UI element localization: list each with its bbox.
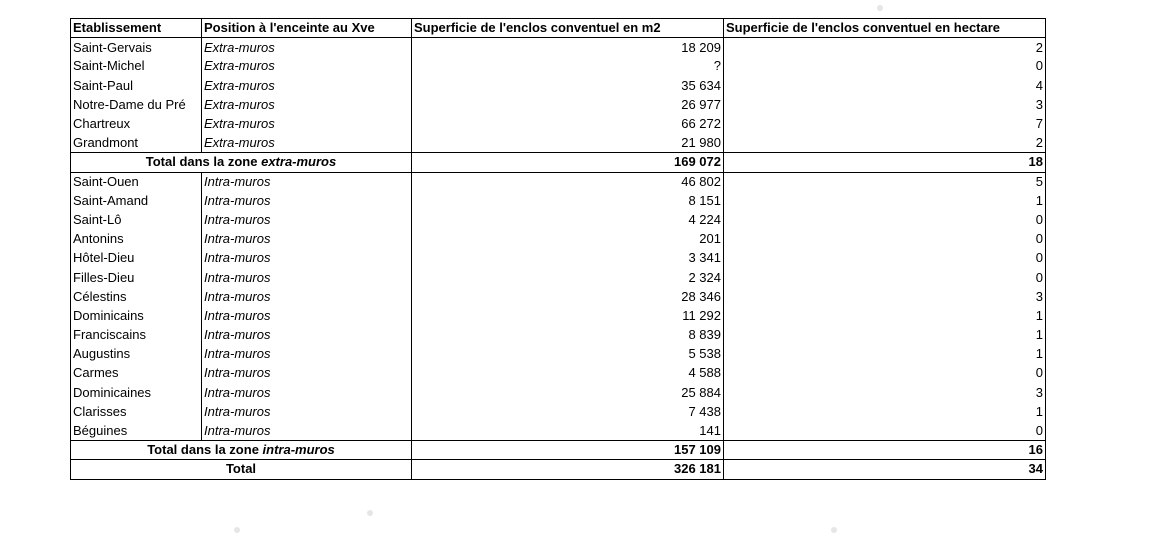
superficie-hectare-cell: 0 [724,249,1046,268]
superficie-m2-cell: 46 802 [412,172,724,191]
table-row [71,364,1046,383]
header-superficie-m2: Superficie de l'enclos conventuel en m2 [412,19,724,38]
position-cell: Intra-muros [202,364,412,383]
header-superficie-hectare: Superficie de l'enclos conventuel en hectare [724,19,1046,38]
etablissement-cell: Carmes [71,364,202,383]
superficie-m2-cell: 26 977 [412,95,724,114]
total-label-text: Total dans la zone [145,154,262,170]
total-extra-muros-row [71,153,1046,172]
table-row [71,383,1046,402]
etablissement-cell: Saint-Lô [71,210,202,229]
table-row [71,134,1046,153]
position-cell: Intra-muros [202,287,412,306]
position-cell: Intra-muros [202,268,412,287]
superficie-m2-cell: 141 [412,421,724,440]
table-row [71,326,1046,345]
superficie-hectare-cell: 0 [724,57,1046,76]
total-label [71,441,412,460]
position-cell: Intra-muros [202,249,412,268]
superficie-hectare-cell: 1 [724,306,1046,325]
etablissement-cell: Dominicaines [71,383,202,402]
scan-speck [877,5,883,11]
superficie-m2-cell: 7 438 [412,402,724,421]
position-cell: Extra-muros [202,114,412,133]
superficie-hectare-cell: 1 [724,191,1046,210]
superficie-m2-cell: 11 292 [412,306,724,325]
position-cell: Intra-muros [202,210,412,229]
total-m2-cell: 157 109 [412,441,724,460]
table-row [71,287,1046,306]
position-cell: Intra-muros [202,326,412,345]
table-row [71,421,1046,440]
table-row [71,172,1046,191]
position-cell: Intra-muros [202,230,412,249]
etablissement-cell: Saint-Gervais [71,38,202,57]
table-row [71,345,1046,364]
superficie-hectare-cell: 0 [724,421,1046,440]
total-m2-cell: 169 072 [412,153,724,172]
total-hectare-cell: 34 [724,460,1046,479]
etablissement-cell: Antonins [71,230,202,249]
superficie-hectare-cell: 5 [724,172,1046,191]
superficie-hectare-cell: 0 [724,364,1046,383]
total-label [71,153,412,172]
position-cell: Intra-muros [202,421,412,440]
superficie-hectare-cell: 7 [724,114,1046,133]
table-row [71,57,1046,76]
table-row [71,306,1046,325]
table-row [71,114,1046,133]
total-label-zone: extra-muros [261,154,337,170]
table-row [71,95,1046,114]
total-hectare-cell: 18 [724,153,1046,172]
etablissement-cell: Clarisses [71,402,202,421]
total-label-text: Total dans la zone [147,442,263,458]
superficie-m2-cell: 8 839 [412,326,724,345]
position-cell: Intra-muros [202,345,412,364]
scan-speck [367,510,373,516]
superficie-m2-cell: 8 151 [412,191,724,210]
position-cell: Extra-muros [202,38,412,57]
superficie-m2-cell: 3 341 [412,249,724,268]
etablissement-cell: Filles-Dieu [71,268,202,287]
table-row [71,402,1046,421]
total-label: Total [71,460,412,479]
superficie-m2-cell: 35 634 [412,76,724,95]
table-row [71,76,1046,95]
superficie-hectare-cell: 0 [724,210,1046,229]
superficie-hectare-cell: 0 [724,268,1046,287]
table-row [71,38,1046,57]
table-row [71,191,1046,210]
position-cell: Extra-muros [202,76,412,95]
position-cell: Intra-muros [202,172,412,191]
superficie-hectare-cell: 3 [724,287,1046,306]
etablissement-cell: Grandmont [71,134,202,153]
superficie-m2-cell: 66 272 [412,114,724,133]
total-m2-cell: 326 181 [412,460,724,479]
etablissement-cell: Célestins [71,287,202,306]
etablissement-cell: Franciscains [71,326,202,345]
position-cell: Intra-muros [202,191,412,210]
etablissement-cell: Hôtel-Dieu [71,249,202,268]
table-row [71,210,1046,229]
superficie-hectare-cell: 1 [724,345,1046,364]
superficie-hectare-cell: 1 [724,402,1046,421]
superficie-m2-cell: 5 538 [412,345,724,364]
header-position: Position à l'enceinte au Xve [202,19,412,38]
scan-speck [831,527,837,533]
header-etablissement: Etablissement [71,19,202,38]
grand-total-row [71,460,1046,479]
position-cell: Intra-muros [202,306,412,325]
superficie-hectare-cell: 2 [724,38,1046,57]
total-hectare-cell: 16 [724,441,1046,460]
total-label-zone: intra-muros [262,442,335,458]
header-row [71,19,1046,38]
superficie-m2-cell: 201 [412,230,724,249]
superficie-hectare-cell: 3 [724,383,1046,402]
superficie-m2-cell: 25 884 [412,383,724,402]
etablissement-cell: Augustins [71,345,202,364]
etablissement-cell: Béguines [71,421,202,440]
position-cell: Extra-muros [202,134,412,153]
superficie-hectare-cell: 3 [724,95,1046,114]
etablissement-cell: Chartreux [71,114,202,133]
scan-speck [234,527,240,533]
position-cell: Extra-muros [202,57,412,76]
etablissement-cell: Dominicains [71,306,202,325]
superficie-m2-cell: 28 346 [412,287,724,306]
surface-table [70,18,1046,480]
etablissement-cell: Notre-Dame du Pré [71,95,202,114]
superficie-hectare-cell: 1 [724,326,1046,345]
table-row [71,249,1046,268]
etablissement-cell: Saint-Amand [71,191,202,210]
table-row [71,230,1046,249]
position-cell: Extra-muros [202,95,412,114]
superficie-m2-cell: 4 224 [412,210,724,229]
superficie-m2-cell: 4 588 [412,364,724,383]
etablissement-cell: Saint-Ouen [71,172,202,191]
superficie-hectare-cell: 0 [724,230,1046,249]
superficie-hectare-cell: 2 [724,134,1046,153]
superficie-m2-cell: 21 980 [412,134,724,153]
superficie-m2-cell: 18 209 [412,38,724,57]
position-cell: Intra-muros [202,402,412,421]
etablissement-cell: Saint-Paul [71,76,202,95]
table-body [71,38,1046,479]
superficie-m2-cell: ? [412,57,724,76]
total-intra-muros-row [71,441,1046,460]
position-cell: Intra-muros [202,383,412,402]
superficie-hectare-cell: 4 [724,76,1046,95]
superficie-m2-cell: 2 324 [412,268,724,287]
table-row [71,268,1046,287]
etablissement-cell: Saint-Michel [71,57,202,76]
